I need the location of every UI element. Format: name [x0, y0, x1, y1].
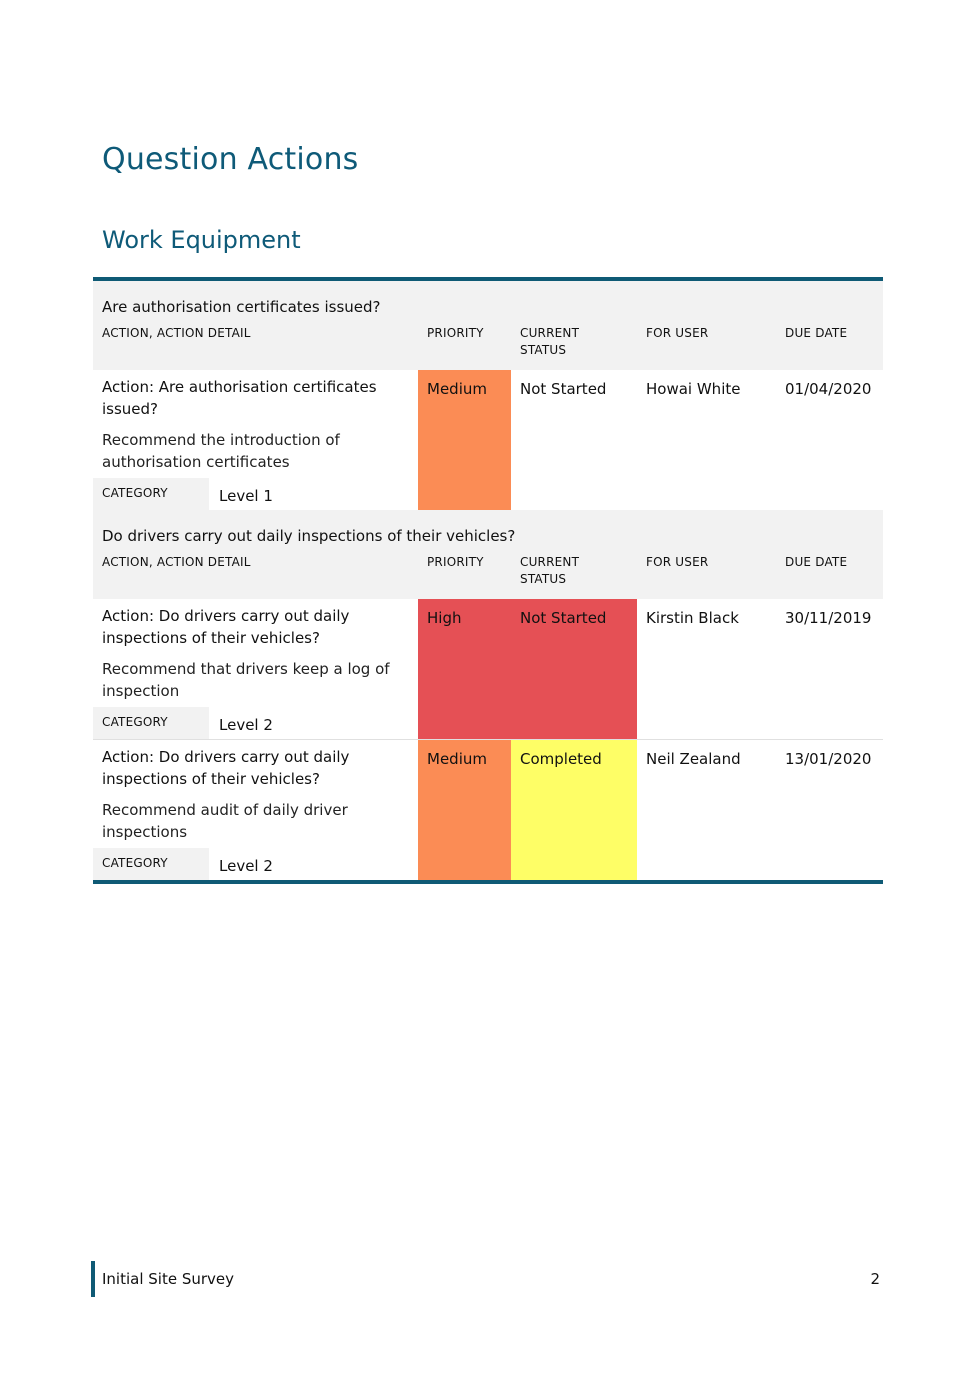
column-headers: [93, 547, 883, 599]
col-header-action: ACTION, ACTION DETAIL: [102, 555, 251, 569]
col-header-due: DUE DATE: [785, 326, 848, 340]
question-group: [93, 281, 883, 510]
col-header-action: ACTION, ACTION DETAIL: [102, 326, 251, 340]
priority-cell: High: [418, 599, 511, 739]
col-header-priority: PRIORITY: [427, 326, 484, 340]
question-group: [93, 510, 883, 880]
action-row: [93, 739, 883, 880]
action-row: [93, 370, 883, 510]
category-line: [93, 478, 418, 510]
col-header-status-line1: CURRENT: [520, 326, 580, 340]
question-text: Are authorisation certificates issued?: [102, 298, 381, 316]
action-title: Action: Do drivers carry out daily inspections of their vehicles?: [102, 748, 350, 788]
footer-accent-bar: [91, 1261, 95, 1297]
col-header-user: FOR USER: [646, 555, 709, 569]
action-title: Action: Are authorisation certificates issued?: [102, 378, 377, 418]
footer-title: Initial Site Survey: [102, 1270, 235, 1288]
due-date-cell: 30/11/2019: [785, 609, 872, 627]
group-header: [93, 281, 883, 370]
group-header: [93, 510, 883, 599]
category-label: CATEGORY: [93, 478, 209, 510]
action-cell: [93, 370, 418, 510]
status-cell: Not Started: [520, 380, 607, 398]
category-value: Level 2: [219, 716, 273, 735]
col-header-priority: PRIORITY: [427, 555, 484, 569]
section-title: Work Equipment: [102, 226, 301, 254]
col-header-status-line1: CURRENT: [520, 555, 580, 569]
action-title: Action: Do drivers carry out daily inspections of their vehicles?: [102, 607, 350, 647]
category-label: CATEGORY: [93, 707, 209, 739]
priority-cell: Medium: [418, 370, 511, 510]
action-cell: [93, 740, 418, 880]
action-cell: [93, 599, 418, 739]
status-cell: Not Started: [511, 599, 637, 739]
due-date-cell: 13/01/2020: [785, 750, 872, 768]
col-header-user: FOR USER: [646, 326, 709, 340]
question-text: Do drivers carry out daily inspections of their vehicles?: [102, 527, 516, 545]
action-detail: Recommend audit of daily driver inspections: [102, 800, 348, 841]
category-line: [93, 848, 418, 880]
actions-table: [93, 277, 883, 884]
category-label: CATEGORY: [93, 848, 209, 880]
due-date-cell: 01/04/2020: [785, 380, 872, 398]
col-header-due: DUE DATE: [785, 555, 848, 569]
category-line: [93, 707, 418, 739]
category-value: Level 2: [219, 857, 273, 876]
category-value: Level 1: [219, 487, 273, 506]
user-cell: Neil Zealand: [646, 750, 741, 768]
page-number: 2: [870, 1270, 880, 1288]
page-title: Question Actions: [102, 142, 359, 177]
action-detail: Recommend the introduction of authorisation certificates: [102, 430, 340, 471]
col-header-status: [511, 325, 637, 370]
user-cell: Kirstin Black: [646, 609, 739, 627]
status-cell: Completed: [511, 740, 637, 880]
user-cell: Howai White: [646, 380, 741, 398]
action-detail: Recommend that drivers keep a log of inspection: [102, 659, 390, 700]
action-row: [93, 599, 883, 739]
col-header-status-line2: STATUS: [520, 343, 567, 357]
col-header-status: [511, 554, 637, 599]
col-header-status-line2: STATUS: [520, 572, 567, 586]
priority-cell: Medium: [418, 740, 511, 880]
column-headers: [93, 318, 883, 370]
